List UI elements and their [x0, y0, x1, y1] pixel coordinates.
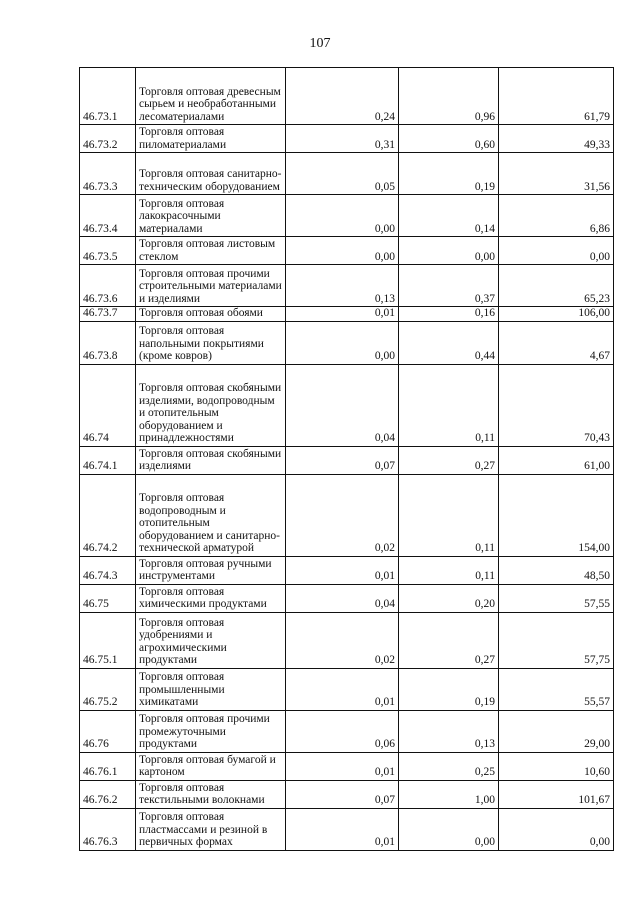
row-value-1: 0,06 [286, 710, 399, 752]
row-value-3: 31,56 [499, 153, 614, 195]
data-table [79, 67, 614, 851]
table-row [80, 556, 614, 584]
row-name: Торговля оптовая лакокрасочными материалами [136, 195, 286, 237]
row-value-1: 0,05 [286, 153, 399, 195]
table-row [80, 780, 614, 808]
row-code: 46.75.2 [80, 668, 136, 710]
row-value-3: 70,43 [499, 364, 614, 446]
row-code: 46.73.6 [80, 265, 136, 307]
row-value-2: 0,16 [399, 307, 499, 322]
row-name: Торговля оптовая прочими промежуточными продуктами [136, 710, 286, 752]
row-value-1: 0,07 [286, 780, 399, 808]
row-value-2: 0,11 [399, 556, 499, 584]
row-value-3: 49,33 [499, 125, 614, 153]
row-value-1: 0,01 [286, 808, 399, 850]
row-code: 46.73.5 [80, 237, 136, 265]
table-row [80, 752, 614, 780]
row-value-3: 106,00 [499, 307, 614, 322]
row-value-3: 57,55 [499, 584, 614, 612]
row-value-2: 0,19 [399, 153, 499, 195]
table-row [80, 612, 614, 668]
table-row [80, 153, 614, 195]
row-value-1: 0,13 [286, 265, 399, 307]
row-name: Торговля оптовая санитарно-техническим оборудованием [136, 153, 286, 195]
row-code: 46.76.1 [80, 752, 136, 780]
row-name: Торговля оптовая промышленными химикатами [136, 668, 286, 710]
row-code: 46.74.2 [80, 474, 136, 556]
row-value-2: 0,25 [399, 752, 499, 780]
row-value-1: 0,07 [286, 446, 399, 474]
row-value-3: 154,00 [499, 474, 614, 556]
row-code: 46.76 [80, 710, 136, 752]
row-name: Торговля оптовая скобяными изделиями, водопроводным и отопительным оборудованием и принадлежностями [136, 364, 286, 446]
row-value-2: 0,60 [399, 125, 499, 153]
page-number: 107 [309, 36, 331, 51]
row-name: Торговля оптовая прочими строительными материалами и изделиями [136, 265, 286, 307]
row-name: Торговля оптовая бумагой и картоном [136, 752, 286, 780]
row-value-1: 0,01 [286, 307, 399, 322]
row-value-2: 0,00 [399, 237, 499, 265]
row-value-2: 0,96 [399, 68, 499, 125]
row-name: Торговля оптовая скобяными изделиями [136, 446, 286, 474]
row-value-2: 0,11 [399, 364, 499, 446]
table-row [80, 265, 614, 307]
row-code: 46.76.2 [80, 780, 136, 808]
table-row [80, 710, 614, 752]
table-row [80, 808, 614, 850]
row-value-2: 0,37 [399, 265, 499, 307]
row-name: Торговля оптовая удобрениями и агрохимическими продуктами [136, 612, 286, 668]
row-value-3: 61,00 [499, 446, 614, 474]
row-value-3: 61,79 [499, 68, 614, 125]
table-row [80, 237, 614, 265]
row-name: Торговля оптовая листовым стеклом [136, 237, 286, 265]
row-value-3: 10,60 [499, 752, 614, 780]
row-name: Торговля оптовая ручными инструментами [136, 556, 286, 584]
row-value-1: 0,00 [286, 321, 399, 364]
table-row [80, 321, 614, 364]
row-value-1: 0,00 [286, 237, 399, 265]
row-name: Торговля оптовая водопроводным и отопительным оборудованием и санитарно-технической арматурой [136, 474, 286, 556]
row-value-2: 0,14 [399, 195, 499, 237]
row-value-3: 0,00 [499, 237, 614, 265]
row-name: Торговля оптовая пиломатериалами [136, 125, 286, 153]
row-value-1: 0,01 [286, 668, 399, 710]
row-value-3: 0,00 [499, 808, 614, 850]
row-value-1: 0,04 [286, 584, 399, 612]
row-value-3: 55,57 [499, 668, 614, 710]
row-code: 46.74.1 [80, 446, 136, 474]
row-value-1: 0,04 [286, 364, 399, 446]
row-value-3: 65,23 [499, 265, 614, 307]
row-value-1: 0,31 [286, 125, 399, 153]
table-row [80, 446, 614, 474]
row-name: Торговля оптовая напольными покрытиями (кроме ковров) [136, 321, 286, 364]
row-code: 46.73.2 [80, 125, 136, 153]
row-name: Торговля оптовая химическими продуктами [136, 584, 286, 612]
row-value-3: 57,75 [499, 612, 614, 668]
row-value-2: 0,20 [399, 584, 499, 612]
row-value-2: 0,27 [399, 446, 499, 474]
row-value-2: 0,00 [399, 808, 499, 850]
row-value-2: 0,27 [399, 612, 499, 668]
table-row [80, 195, 614, 237]
row-value-3: 48,50 [499, 556, 614, 584]
table-row [80, 364, 614, 446]
row-code: 46.73.1 [80, 68, 136, 125]
row-value-3: 4,67 [499, 321, 614, 364]
row-name: Торговля оптовая текстильными волокнами [136, 780, 286, 808]
row-value-1: 0,24 [286, 68, 399, 125]
row-value-2: 0,13 [399, 710, 499, 752]
row-code: 46.75.1 [80, 612, 136, 668]
row-code: 46.75 [80, 584, 136, 612]
row-code: 46.73.3 [80, 153, 136, 195]
row-code: 46.73.8 [80, 321, 136, 364]
row-value-2: 0,11 [399, 474, 499, 556]
row-code: 46.73.7 [80, 307, 136, 322]
table-row [80, 668, 614, 710]
table-row [80, 68, 614, 125]
row-value-1: 0,02 [286, 474, 399, 556]
row-code: 46.73.4 [80, 195, 136, 237]
table-row [80, 125, 614, 153]
row-value-3: 29,00 [499, 710, 614, 752]
table-row [80, 584, 614, 612]
row-value-2: 0,44 [399, 321, 499, 364]
row-value-2: 0,19 [399, 668, 499, 710]
table-row [80, 307, 614, 322]
row-name: Торговля оптовая древесным сырьем и необработанными лесоматериалами [136, 68, 286, 125]
row-value-1: 0,00 [286, 195, 399, 237]
row-value-3: 101,67 [499, 780, 614, 808]
row-name: Торговля оптовая пластмассами и резиной в первичных формах [136, 808, 286, 850]
row-value-1: 0,02 [286, 612, 399, 668]
row-value-1: 0,01 [286, 556, 399, 584]
row-code: 46.76.3 [80, 808, 136, 850]
row-value-1: 0,01 [286, 752, 399, 780]
row-name: Торговля оптовая обоями [136, 307, 286, 322]
row-value-2: 1,00 [399, 780, 499, 808]
row-code: 46.74 [80, 364, 136, 446]
row-code: 46.74.3 [80, 556, 136, 584]
table-row [80, 474, 614, 556]
row-value-3: 6,86 [499, 195, 614, 237]
